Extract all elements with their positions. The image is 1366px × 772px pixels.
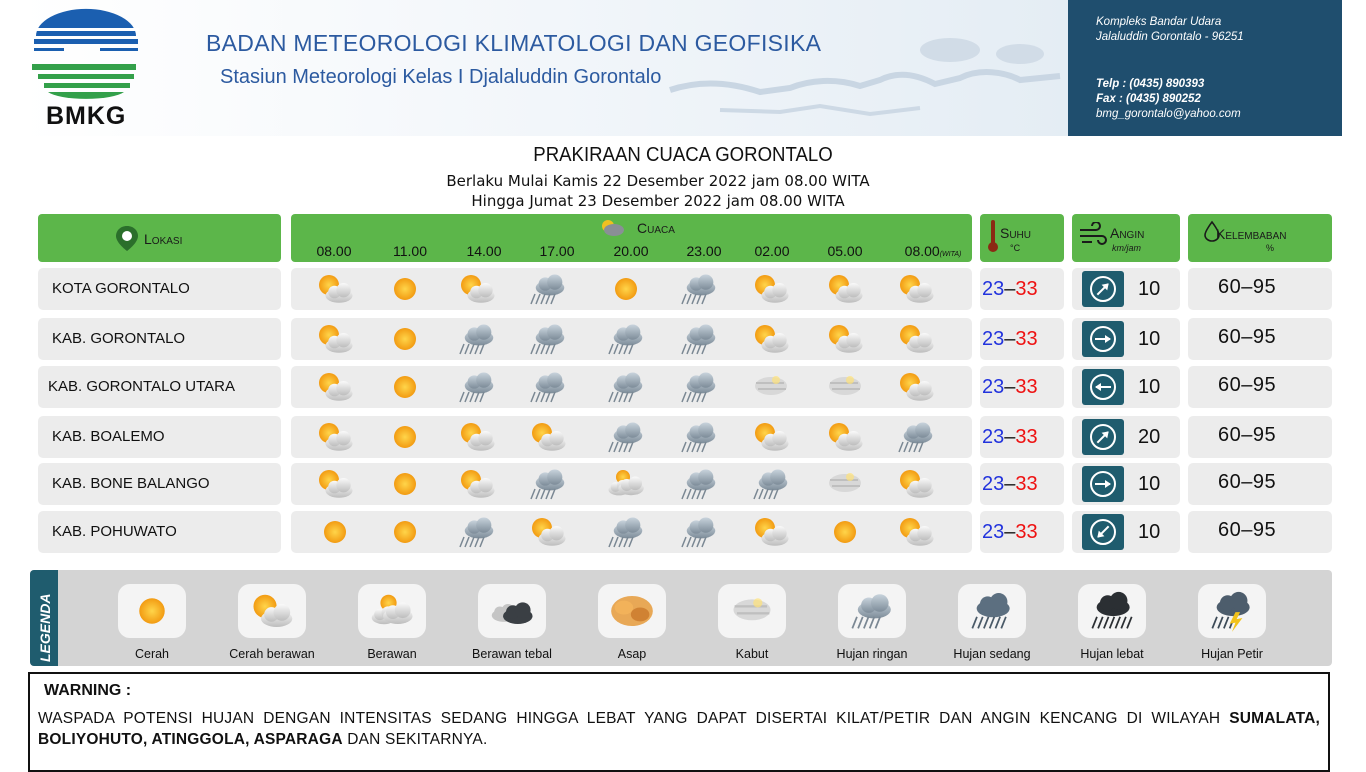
wind-direction-icon	[1082, 271, 1124, 307]
hujan-ringan-icon	[676, 513, 722, 551]
cerah-berawan-icon	[454, 465, 500, 503]
temp-min: 23	[982, 328, 1005, 350]
temp-separator: –	[1004, 328, 1016, 350]
cerah-berawan-icon	[893, 270, 939, 308]
time-label: 20.00	[613, 243, 649, 259]
legend-label: Cerah berawan	[229, 647, 315, 661]
temperature-range	[982, 376, 1038, 399]
station-name: Stasiun Meteorologi Kelas I Djalaluddin Gorontalo	[220, 66, 662, 88]
kabut-icon	[748, 368, 794, 406]
location-name: KAB. GORONTALO	[52, 330, 186, 347]
cerah-berawan-icon	[822, 270, 868, 308]
legend-label: Hujan ringan	[836, 647, 908, 661]
legend-label: Kabut	[735, 647, 769, 661]
berawan-icon	[603, 465, 649, 503]
cerah-berawan-icon	[245, 589, 299, 633]
time-label: 11.00	[393, 243, 427, 259]
cerah-berawan-icon	[312, 270, 358, 308]
telp-text: Telp : (0435) 890393	[1096, 78, 1205, 90]
kabut-icon	[822, 368, 868, 406]
humidity-range: 60–95	[1218, 519, 1277, 541]
wind-speed: 10	[1138, 278, 1161, 300]
hujan-ringan-icon	[603, 513, 649, 551]
cerah-berawan-icon	[312, 320, 358, 358]
email-text: bmg_gorontalo@yahoo.com	[1096, 108, 1241, 120]
cerah-berawan-icon	[893, 513, 939, 551]
cerah-berawan-icon	[748, 320, 794, 358]
cerah-berawan-icon	[822, 320, 868, 358]
hujan-ringan-icon	[676, 320, 722, 358]
hujan-ringan-icon	[676, 465, 722, 503]
legend-title	[30, 570, 58, 666]
wind-direction-icon	[1082, 321, 1124, 357]
warning-areas: SUMALATA, BOLIYOHUTO, ATINGGOLA, ASPARAGA	[38, 710, 1320, 748]
time-label: 08.00(WITA)	[904, 243, 962, 259]
location-name: KOTA GORONTALO	[52, 280, 190, 297]
location-pin-icon	[114, 224, 140, 252]
wind-direction-icon	[1082, 466, 1124, 502]
legend-item	[238, 584, 306, 638]
legend-item	[478, 584, 546, 638]
cerah-berawan-icon	[312, 418, 358, 456]
hujan-ringan-icon	[454, 368, 500, 406]
cerah-berawan-icon	[312, 368, 358, 406]
hujan-ringan-icon	[845, 589, 899, 633]
location-name: KAB. POHUWATO	[52, 523, 177, 540]
hujan-ringan-icon	[525, 270, 571, 308]
hujan-ringan-icon	[525, 465, 571, 503]
warning-text-before: WASPADA POTENSI HUJAN DENGAN INTENSITAS SEDANG HINGGA LEBAT YANG DAPAT DISERTAI KILAT/PETIR DAN ANGIN KENCANG DI WILAYAH	[38, 710, 1230, 727]
cerah-icon	[382, 465, 428, 503]
location-name: KAB. BOALEMO	[52, 428, 165, 445]
thermometer-icon	[986, 218, 1000, 254]
time-label: 14.00	[466, 243, 502, 259]
wind-speed: 10	[1138, 328, 1161, 350]
wind-speed: 10	[1138, 521, 1161, 543]
legend-item	[358, 584, 426, 638]
legend-label: Cerah	[134, 647, 170, 661]
hujan-ringan-icon	[454, 513, 500, 551]
valid-from: Berlaku Mulai Kamis 22 Desember 2022 jam 08.00 WITA	[446, 172, 870, 190]
cerah-berawan-icon	[454, 270, 500, 308]
address-line2: Jalaluddin Gorontalo - 96251	[1096, 31, 1244, 43]
page-title: PRAKIRAAN CUACA GORONTALO	[533, 144, 833, 166]
warning-title: WARNING :	[44, 682, 132, 699]
wind-icon	[1078, 222, 1108, 248]
temperature-range	[982, 473, 1038, 496]
time-label: 08.00	[316, 243, 352, 259]
asap-icon	[605, 589, 659, 633]
time-label: 02.00	[754, 243, 790, 259]
temp-min: 23	[982, 426, 1005, 448]
temp-min: 23	[982, 376, 1005, 398]
temp-max: 33	[1015, 473, 1038, 495]
hujan-ringan-icon	[676, 368, 722, 406]
hujan-ringan-icon	[525, 320, 571, 358]
temp-min: 23	[982, 278, 1005, 300]
cerah-icon	[822, 513, 868, 551]
contact-panel	[1068, 0, 1342, 136]
wind-direction-icon	[1082, 419, 1124, 455]
cerah-icon	[382, 368, 428, 406]
hujan-ringan-icon	[603, 320, 649, 358]
temp-max: 33	[1015, 521, 1038, 543]
legend-label: Asap	[617, 647, 647, 661]
hujan-ringan-icon	[454, 320, 500, 358]
kabut-icon	[822, 465, 868, 503]
legend-item	[1198, 584, 1266, 638]
header-angin-label: Angin	[1110, 225, 1145, 241]
temperature-range	[982, 328, 1038, 351]
cerah-icon	[382, 320, 428, 358]
temp-separator: –	[1004, 521, 1016, 543]
hujan-ringan-icon	[893, 418, 939, 456]
hujan-ringan-icon	[748, 465, 794, 503]
header-suhu-label: Suhu	[1000, 225, 1032, 241]
cerah-berawan-icon	[822, 418, 868, 456]
cerah-berawan-icon	[525, 513, 571, 551]
header-suhu	[980, 214, 1064, 262]
temperature-range	[982, 278, 1038, 301]
cerah-icon	[382, 513, 428, 551]
hujan-petir-icon	[1205, 589, 1259, 633]
cerah-berawan-icon	[454, 418, 500, 456]
legend-label: Hujan Petir	[1201, 647, 1263, 661]
temp-min: 23	[982, 521, 1005, 543]
temp-separator: –	[1004, 278, 1016, 300]
humidity-range: 60–95	[1218, 276, 1277, 298]
header-lokasi	[38, 214, 281, 262]
temp-separator: –	[1004, 473, 1016, 495]
time-label: 23.00	[686, 243, 722, 259]
legend-item	[118, 584, 186, 638]
temp-max: 33	[1015, 328, 1038, 350]
hujan-ringan-icon	[603, 418, 649, 456]
cerah-berawan-icon	[893, 368, 939, 406]
legend-item	[838, 584, 906, 638]
hujan-sedang-icon	[965, 589, 1019, 633]
temp-separator: –	[1004, 426, 1016, 448]
fax-text: Fax : (0435) 890252	[1096, 93, 1201, 105]
temp-min: 23	[982, 473, 1005, 495]
cerah-berawan-icon	[748, 270, 794, 308]
wind-speed: 20	[1138, 426, 1161, 448]
legend-item	[718, 584, 786, 638]
hujan-ringan-icon	[676, 270, 722, 308]
legend-item	[958, 584, 1026, 638]
berawan-tebal-icon	[485, 589, 539, 633]
wind-speed: 10	[1138, 376, 1161, 398]
time-zone-suffix: (WITA)	[939, 251, 962, 258]
cerah-icon	[603, 270, 649, 308]
hujan-ringan-icon	[525, 368, 571, 406]
hujan-ringan-icon	[676, 418, 722, 456]
hujan-ringan-icon	[603, 368, 649, 406]
header-angin-unit: km/jam	[1112, 243, 1141, 253]
cerah-icon	[382, 418, 428, 456]
header-cuaca-label: Cuaca	[637, 220, 675, 236]
temp-max: 33	[1015, 426, 1038, 448]
cerah-icon	[312, 513, 358, 551]
header-kelembaban	[1188, 214, 1332, 262]
humidity-range: 60–95	[1218, 374, 1277, 396]
header-lokasi-label: Lokasi	[144, 231, 183, 247]
hujan-lebat-icon	[1085, 589, 1139, 633]
legend-title-text: LEGENDA	[37, 593, 53, 662]
cerah-berawan-icon	[748, 418, 794, 456]
legend-label: Berawan	[367, 647, 417, 661]
humidity-range: 60–95	[1218, 326, 1277, 348]
temperature-range	[982, 521, 1038, 544]
wind-speed: 10	[1138, 473, 1161, 495]
temp-separator: –	[1004, 376, 1016, 398]
wind-direction-icon	[1082, 369, 1124, 405]
cerah-icon	[382, 270, 428, 308]
warning-text-after: DAN SEKITARNYA.	[342, 731, 488, 748]
header-suhu-unit: °C	[1010, 243, 1021, 253]
temp-max: 33	[1015, 376, 1038, 398]
legend-label: Hujan lebat	[1080, 647, 1144, 661]
address-line1: Kompleks Bandar Udara	[1096, 16, 1222, 28]
cerah-berawan-icon	[893, 320, 939, 358]
temp-max: 33	[1015, 278, 1038, 300]
wind-direction-icon	[1082, 514, 1124, 550]
cerah-berawan-icon	[748, 513, 794, 551]
header-kelembaban-label: Kelembaban	[1216, 226, 1287, 242]
temperature-range	[982, 426, 1038, 449]
location-name: KAB. GORONTALO UTARA	[48, 378, 235, 395]
cerah-icon	[125, 589, 179, 633]
cerah-berawan-icon	[893, 465, 939, 503]
header-kelembaban-unit: %	[1266, 243, 1275, 253]
kabut-icon	[725, 589, 779, 633]
legend-label: Berawan tebal	[472, 647, 552, 661]
logo-text: BMKG	[46, 102, 127, 130]
location-name: KAB. BONE BALANGO	[52, 475, 210, 492]
cerah-berawan-icon	[312, 465, 358, 503]
valid-to: Hingga Jumat 23 Desember 2022 jam 08.00 WITA	[471, 192, 845, 210]
cloud-sun-icon	[597, 217, 627, 237]
cerah-berawan-icon	[525, 418, 571, 456]
humidity-range: 60–95	[1218, 424, 1277, 446]
header-angin	[1072, 214, 1180, 262]
humidity-range: 60–95	[1218, 471, 1277, 493]
time-label: 05.00	[827, 243, 863, 259]
time-label: 17.00	[539, 243, 575, 259]
legend-item	[1078, 584, 1146, 638]
legend-label: Hujan sedang	[953, 647, 1031, 661]
berawan-icon	[365, 589, 419, 633]
agency-name: BADAN METEOROLOGI KLIMATOLOGI DAN GEOFISIKA	[206, 30, 822, 56]
legend-item	[598, 584, 666, 638]
warning-text	[38, 708, 1320, 750]
